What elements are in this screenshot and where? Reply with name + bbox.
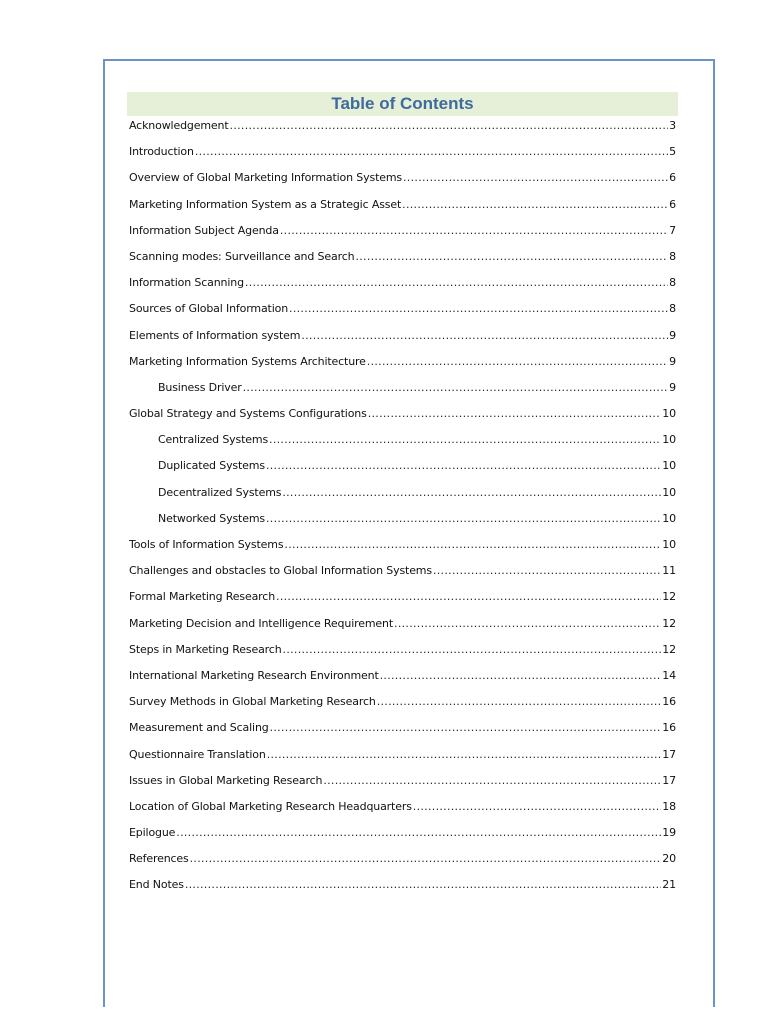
toc-leader-dots (377, 693, 662, 711)
toc-entry-label: International Marketing Research Environment (129, 668, 379, 682)
toc-title: Table of Contents (127, 92, 678, 116)
toc-entry[interactable] (129, 718, 676, 744)
toc-entry[interactable] (129, 875, 676, 901)
toc-subentry[interactable] (129, 483, 676, 509)
toc-page-number: 12 (662, 590, 676, 604)
toc-page-number: 10 (662, 538, 676, 551)
toc-page-number: 12 (662, 642, 676, 656)
toc-leader-dots (269, 431, 661, 449)
toc-page-number: 6 (669, 171, 676, 185)
toc-entry-label: Tools of Information Systems (129, 538, 284, 551)
toc-page-number: 7 (669, 223, 676, 237)
toc-page-number: 14 (662, 668, 676, 682)
toc-page-number: 9 (669, 328, 676, 342)
toc-entry[interactable] (129, 299, 676, 325)
toc-leader-dots (267, 746, 662, 764)
toc-entry[interactable] (129, 404, 676, 430)
toc-entry[interactable] (129, 168, 676, 194)
toc-leader-dots (282, 484, 661, 502)
toc-entry[interactable] (129, 587, 676, 613)
toc-entry-label: Measurement and Scaling (129, 721, 269, 735)
toc-entry-label: Duplicated Systems (158, 459, 265, 473)
toc-entry-label: Steps in Marketing Research (129, 642, 282, 656)
toc-page-number: 17 (662, 747, 676, 761)
toc-entry[interactable] (129, 142, 676, 168)
toc-entry[interactable] (129, 221, 676, 247)
toc-entry-label: Sources of Global Information (129, 302, 289, 316)
toc-page-number: 12 (662, 616, 676, 630)
toc-leader-dots (433, 562, 661, 580)
toc-entry-label: Survey Methods in Global Marketing Research (129, 695, 376, 709)
toc-page-number: 16 (662, 721, 676, 735)
toc-leader-dots (266, 457, 661, 475)
toc-page-number: 5 (669, 145, 676, 159)
toc-page-number: 10 (662, 485, 676, 499)
toc-entry[interactable] (129, 797, 676, 823)
toc-subentry[interactable] (129, 430, 676, 456)
toc-entry-label: Business Driver (158, 380, 242, 394)
toc-leader-dots (368, 405, 662, 423)
toc-entry-label: Marketing Decision and Intelligence Requirement (129, 616, 394, 630)
toc-page-number: 10 (662, 407, 676, 421)
toc-page-number: 11 (662, 564, 676, 578)
toc-entry-label: Questionnaire Translation (129, 747, 266, 761)
toc-page-number: 20 (662, 852, 676, 866)
toc-entry-label: Overview of Global Marketing Information Systems (129, 171, 403, 185)
toc-page-number: 10 (662, 511, 676, 525)
toc-page-number: 6 (669, 197, 676, 211)
toc-page-number: 3 (669, 119, 676, 132)
toc-entry[interactable] (129, 352, 676, 378)
toc-entry-label: Global Strategy and Systems Configurations (129, 407, 367, 421)
toc-subentry[interactable] (129, 509, 676, 535)
toc-entry-label: Acknowledgement (129, 119, 229, 132)
toc-page-number: 10 (662, 433, 676, 447)
toc-entry[interactable] (129, 666, 676, 692)
toc-entry[interactable] (129, 692, 676, 718)
toc-entry-label: Issues in Global Marketing Research (129, 773, 323, 787)
toc-entry-label: Information Scanning (129, 276, 244, 290)
toc-entry-label: Introduction (129, 145, 194, 159)
toc-leader-dots (230, 117, 669, 135)
toc-leader-dots (367, 353, 668, 371)
toc-entry[interactable] (129, 247, 676, 273)
toc-page-number: 10 (662, 459, 676, 473)
toc-page-number: 21 (662, 878, 676, 892)
toc-leader-dots (280, 222, 668, 240)
toc-leader-dots (380, 667, 662, 685)
toc-entry[interactable] (129, 195, 676, 221)
toc-entry-label: Elements of Information system (129, 328, 301, 342)
toc-leader-dots (176, 824, 661, 842)
toc-leader-dots (276, 588, 661, 606)
toc-page-number: 16 (662, 695, 676, 709)
toc-leader-dots (323, 772, 661, 790)
toc-entry-label: Information Subject Agenda (129, 223, 279, 237)
toc-leader-dots (403, 169, 668, 187)
toc-list (129, 116, 676, 902)
toc-entry-label: References (129, 852, 189, 866)
toc-entry-label: Decentralized Systems (158, 485, 282, 499)
toc-page-number: 19 (662, 826, 676, 840)
toc-entry-label: Scanning modes: Surveillance and Search (129, 249, 355, 263)
toc-entry-label: Challenges and obstacles to Global Information Systems (129, 564, 432, 578)
toc-page-number: 17 (662, 773, 676, 787)
toc-entry[interactable] (129, 849, 676, 875)
toc-page-number: 9 (669, 380, 676, 394)
toc-entry[interactable] (129, 745, 676, 771)
toc-leader-dots (289, 300, 668, 318)
toc-leader-dots (284, 536, 661, 554)
toc-entry[interactable] (129, 640, 676, 666)
toc-subentry[interactable] (129, 378, 676, 404)
toc-leader-dots (402, 196, 668, 214)
toc-entry[interactable] (129, 273, 676, 299)
toc-page-number: 8 (669, 276, 676, 290)
toc-entry[interactable] (129, 771, 676, 797)
toc-leader-dots (283, 641, 662, 659)
toc-leader-dots (413, 798, 662, 816)
toc-entry-label: Networked Systems (158, 511, 265, 525)
toc-page-number: 18 (662, 799, 676, 813)
toc-leader-dots (394, 615, 661, 633)
toc-entry-label: Marketing Information System as a Strategic Asset (129, 197, 402, 211)
toc-entry-label: Location of Global Marketing Research Headquarters (129, 799, 412, 813)
toc-entry-label: Epilogue (129, 826, 176, 840)
toc-entry[interactable] (129, 535, 676, 561)
toc-entry[interactable] (129, 614, 676, 640)
toc-leader-dots (270, 719, 662, 737)
toc-leader-dots (355, 248, 668, 266)
toc-entry[interactable] (129, 561, 676, 587)
toc-leader-dots (190, 850, 662, 868)
toc-entry[interactable] (129, 823, 676, 849)
toc-page-number: 9 (669, 354, 676, 368)
toc-entry[interactable] (129, 326, 676, 352)
toc-leader-dots (266, 510, 661, 528)
toc-subentry[interactable] (129, 456, 676, 482)
toc-entry[interactable] (129, 116, 676, 142)
toc-leader-dots (243, 379, 669, 397)
toc-entry-label: Marketing Information Systems Architecture (129, 354, 366, 368)
toc-entry-label: End Notes (129, 878, 184, 892)
toc-entry-label: Centralized Systems (158, 433, 269, 447)
toc-page-number: 8 (669, 249, 676, 263)
toc-page-number: 8 (669, 302, 676, 316)
toc-leader-dots (185, 876, 661, 894)
toc-entry-label: Formal Marketing Research (129, 590, 276, 604)
toc-leader-dots (195, 143, 668, 161)
toc-leader-dots (301, 327, 668, 345)
toc-leader-dots (245, 274, 668, 292)
